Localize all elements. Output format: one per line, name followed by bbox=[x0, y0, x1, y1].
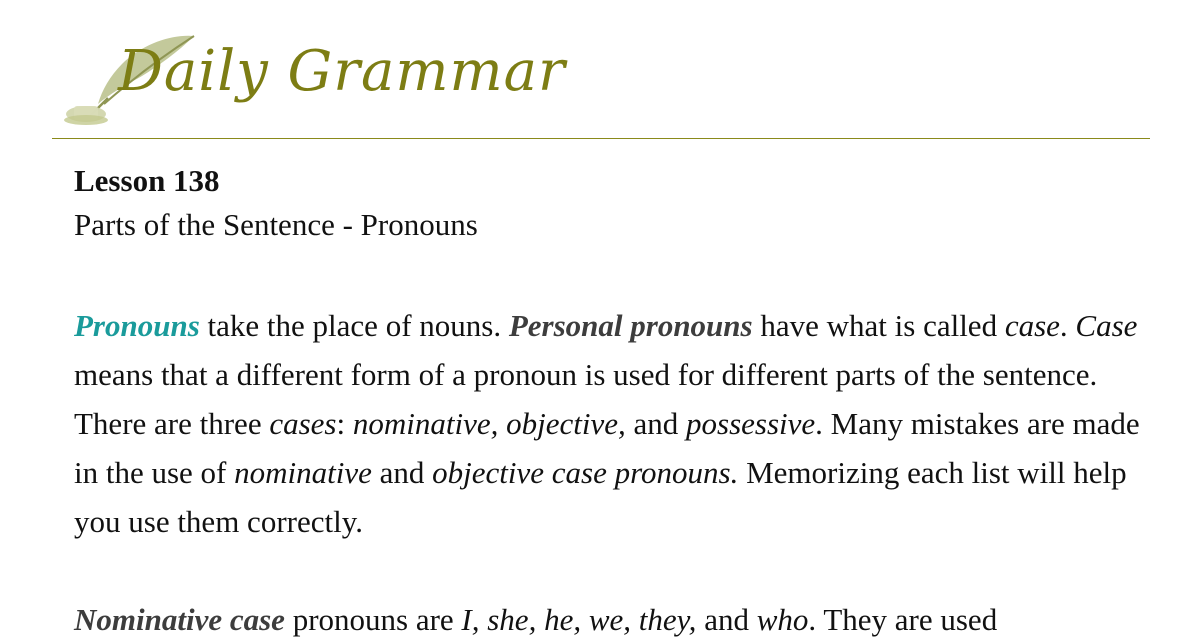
lesson-subtitle: Parts of the Sentence - Pronouns bbox=[74, 207, 478, 242]
term-personal-pronouns: Personal pronouns bbox=[508, 308, 753, 343]
paragraph-intro bbox=[74, 301, 1154, 546]
header-divider bbox=[52, 138, 1150, 139]
italic-case-capital: Case bbox=[1075, 308, 1138, 343]
text-run: . bbox=[1059, 308, 1076, 343]
site-header bbox=[0, 0, 1200, 140]
italic-nominative: nominative bbox=[234, 455, 372, 490]
text-run: means that a different form of a pronoun is used for different parts of the sentence. There are three bbox=[74, 357, 1098, 441]
text-run: . Many mistakes are made in the use of bbox=[74, 406, 1140, 490]
italic-case-list: nominative, objective, bbox=[352, 406, 626, 441]
text-run: and bbox=[625, 406, 686, 441]
lesson-content bbox=[74, 160, 1154, 644]
text-run: have what is called bbox=[752, 308, 1005, 343]
text-run: and bbox=[371, 455, 433, 490]
term-pronouns: Pronouns bbox=[74, 308, 200, 343]
text-run: : bbox=[336, 406, 353, 441]
italic-cases: cases bbox=[269, 406, 337, 441]
italic-possessive: possessive bbox=[686, 406, 816, 441]
term-nominative-case: Nominative case bbox=[74, 602, 285, 637]
italic-case: case bbox=[1004, 308, 1060, 343]
text-run: Memorizing each list will help you use them correctly. bbox=[74, 455, 1127, 539]
site-logo-text[interactable]: Daily Grammar bbox=[118, 39, 566, 104]
text-run: take the place of nouns. bbox=[199, 308, 509, 343]
lesson-title: Lesson 138 bbox=[74, 163, 220, 198]
text-run: and bbox=[696, 602, 757, 637]
text-run: . They are used bbox=[808, 602, 998, 637]
italic-pronoun-list: I, she, he, we, they, bbox=[461, 602, 697, 637]
paragraph-nominative bbox=[74, 595, 1154, 644]
italic-who: who bbox=[756, 602, 809, 637]
italic-objective-case-pronouns: objective case pronouns. bbox=[432, 455, 739, 490]
text-run: pronouns are bbox=[284, 602, 462, 637]
